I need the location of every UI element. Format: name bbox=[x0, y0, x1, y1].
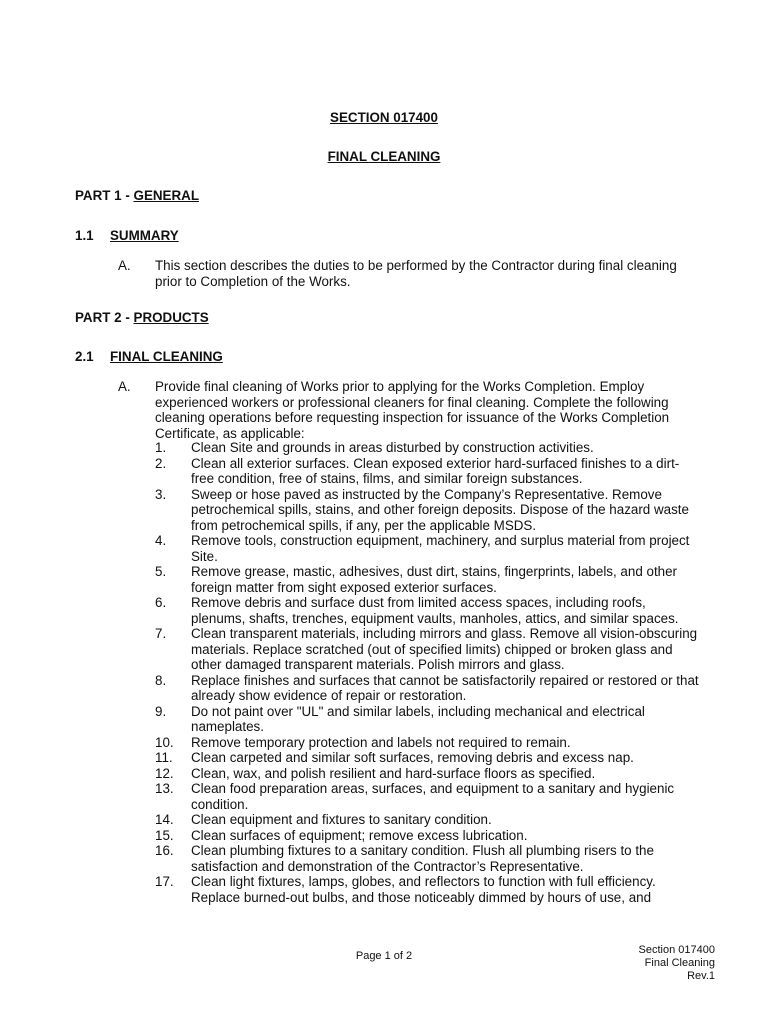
list-item-number: 5. bbox=[155, 564, 167, 579]
list-item-number: 3. bbox=[155, 486, 167, 502]
section-2-1-number: 2.1 bbox=[75, 349, 94, 364]
list-item bbox=[155, 828, 700, 844]
list-item-text: Remove grease, mastic, adhesives, dust dirt, stains, fingerprints, labels, and other foreign matter from sight exposed exterior surfaces. bbox=[191, 564, 678, 595]
list-item-text: Clean equipment and fixtures to sanitary condition. bbox=[191, 812, 492, 827]
list-item bbox=[155, 704, 700, 735]
list-item-number: 12. bbox=[155, 765, 174, 781]
list-item-text: Remove debris and surface dust from limited access spaces, including roofs, plenums, shafts, trenches, equipment vaults, manholes, attics, and similar spaces. bbox=[191, 595, 679, 626]
footer-section-info bbox=[639, 944, 715, 983]
list-item-text: Clean Site and grounds in areas disturbed by construction activities. bbox=[191, 440, 594, 455]
list-item bbox=[155, 766, 700, 782]
list-item bbox=[155, 781, 700, 812]
list-item-text: Clean, wax, and polish resilient and hard-surface floors as specified. bbox=[191, 765, 596, 781]
part-1-label: GENERAL bbox=[133, 188, 200, 203]
paragraph-text: This section describes the duties to be performed by the Contractor during final cleaning prior to Completion of the Works. bbox=[155, 258, 677, 289]
list-item bbox=[155, 843, 700, 874]
list-item-text: Clean food preparation areas, surfaces, and equipment to a sanitary and hygienic condition. bbox=[191, 781, 675, 812]
list-item-text: Clean transparent materials, including mirrors and glass. Remove all vision-obscuring materials. Replace scratched (out of specified limits) chipped or broken glass and other damaged transparent materials. Polish mirrors and glass. bbox=[191, 626, 698, 672]
list-item-number: 13. bbox=[155, 781, 174, 796]
list-item-number: 10. bbox=[155, 734, 174, 750]
section-2-1-heading bbox=[75, 349, 223, 364]
section-2-1-label: FINAL CLEANING bbox=[110, 349, 223, 364]
list-item-number: 9. bbox=[155, 703, 167, 719]
part-2-heading bbox=[75, 310, 209, 325]
list-item-text: Sweep or hose paved as instructed by the Company’s Representative. Remove petrochemical spills, stains, and other foreign deposits. Dispose of the hazard waste from petrochemical spills, if any, per the applicable MSDS. bbox=[191, 486, 689, 533]
list-item-text: Clean all exterior surfaces. Clean exposed exterior hard-surfaced finishes to a dirt-free condition, free of stains, films, and similar foreign substances. bbox=[191, 455, 680, 486]
section-1-1-heading bbox=[75, 228, 179, 243]
list-item-number: 15. bbox=[155, 827, 174, 843]
footer-section-number: Section 017400 bbox=[638, 944, 715, 956]
list-item bbox=[155, 735, 700, 751]
part-2-label: PRODUCTS bbox=[133, 310, 209, 325]
list-item bbox=[155, 533, 700, 564]
list-item-text: Replace finishes and surfaces that cannot be satisfactorily repaired or restored or that already show evidence of repair or restoration. bbox=[191, 672, 699, 703]
paragraph-letter: A. bbox=[118, 379, 131, 394]
list-item-number: 1. bbox=[155, 440, 167, 455]
list-item bbox=[155, 874, 700, 905]
paragraph-1-1-a bbox=[118, 258, 698, 289]
footer-revision: Rev.1 bbox=[687, 970, 715, 982]
list-item-text: Clean light fixtures, lamps, globes, and reflectors to function with full efficiency. Replace burned-out bulbs, and those noticeably dimmed by hours of use, and bbox=[191, 874, 656, 905]
list-item-number: 16. bbox=[155, 843, 174, 858]
list-item-text: Remove tools, construction equipment, machinery, and surplus material from project Site. bbox=[191, 533, 690, 564]
footer-section-name: Final Cleaning bbox=[644, 957, 715, 969]
list-item bbox=[155, 673, 700, 704]
section-1-1-label: SUMMARY bbox=[110, 228, 179, 243]
list-item bbox=[155, 440, 700, 456]
part-1-prefix: PART 1 - bbox=[75, 188, 134, 203]
list-item bbox=[155, 595, 700, 626]
section-title: SECTION 017400 bbox=[330, 110, 438, 125]
list-item-number: 6. bbox=[155, 595, 167, 610]
list-item bbox=[155, 812, 700, 828]
paragraph-text: Provide final cleaning of Works prior to applying for the Works Completion. Employ experienced workers or professional cleaners for final cleaning. Complete the following cleaning operations before requesting inspection for issuance of the Works Completion Certificate, as applicable: bbox=[155, 379, 670, 441]
list-item-number: 11. bbox=[155, 750, 173, 765]
footer-page-number: Page 1 of 2 bbox=[355, 950, 413, 962]
paragraph-letter: A. bbox=[118, 258, 131, 273]
document-title: FINAL CLEANING bbox=[327, 149, 441, 164]
list-item-text: Clean surfaces of equipment; remove excess lubrication. bbox=[191, 827, 528, 843]
list-item bbox=[155, 750, 700, 766]
section-1-1-number: 1.1 bbox=[75, 228, 94, 243]
list-item-number: 2. bbox=[155, 455, 167, 471]
list-item-number: 8. bbox=[155, 672, 167, 688]
part-1-heading bbox=[75, 188, 199, 203]
part-2-prefix: PART 2 - bbox=[75, 310, 134, 325]
cleaning-operations-list bbox=[155, 440, 700, 905]
list-item bbox=[155, 456, 700, 487]
list-item-text: Clean carpeted and similar soft surfaces, removing debris and excess nap. bbox=[191, 750, 634, 765]
paragraph-2-1-a bbox=[118, 379, 698, 441]
list-item-number: 4. bbox=[155, 533, 167, 548]
list-item-number: 7. bbox=[155, 626, 167, 641]
list-item-number: 14. bbox=[155, 812, 174, 827]
list-item bbox=[155, 487, 700, 534]
list-item-text: Remove temporary protection and labels not required to remain. bbox=[191, 734, 571, 750]
list-item bbox=[155, 626, 700, 673]
list-item-number: 17. bbox=[155, 874, 174, 889]
list-item-text: Clean plumbing fixtures to a sanitary condition. Flush all plumbing risers to the satisfaction and demonstration of the Contractor’s Representative. bbox=[191, 843, 654, 874]
list-item-text: Do not paint over "UL" and similar labels, including mechanical and electrical nameplates. bbox=[191, 703, 645, 734]
list-item bbox=[155, 564, 700, 595]
